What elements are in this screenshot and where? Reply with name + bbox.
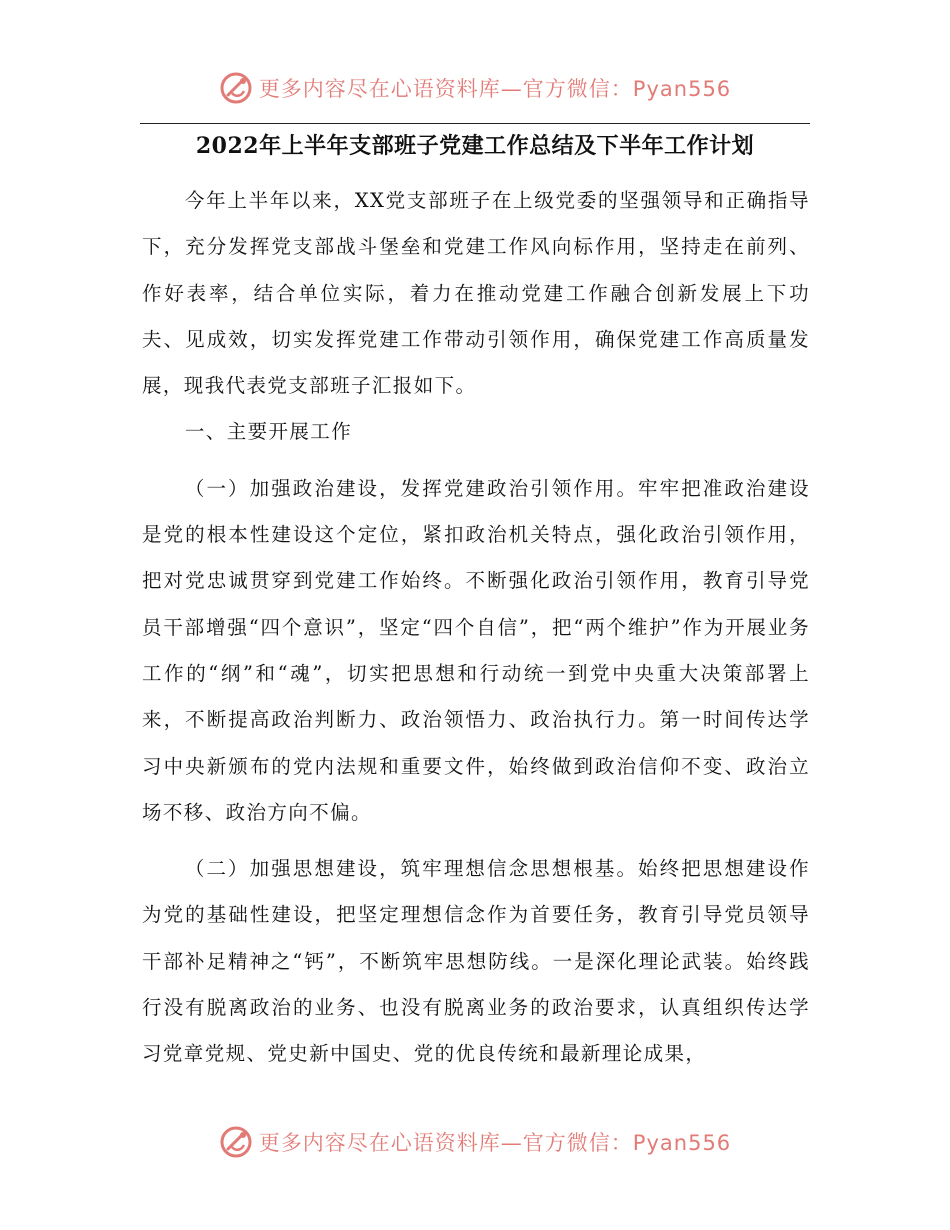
header-banner bbox=[0, 68, 950, 108]
section-heading: 一、主要开展工作 bbox=[184, 420, 353, 444]
logo-icon bbox=[219, 1125, 253, 1159]
title-rule bbox=[140, 123, 810, 124]
paragraph-political: （一）加强政治建设，发挥党建政治引领作用。牢牢把准政治建设是党的根本性建设这个定位，紧扣政治机关特点，强化政治引领作用，把对党忠诚贯穿到党建工作始终。不断强化政治引领作用，教育引导党员干部增强“四个意识”，坚定“四个自信”，把“两个维护”作为开展业务工作的“纲”和“魂”，切实把思想和行动统一到党中央重大决策部署上来，不断提高政治判断力、政治领悟力、政治执行力。第一时间传达学习中央新颁布的党内法规和重要文件，始终做到政治信仰不变、政治立场不移、政治方向不偏。 bbox=[142, 476, 810, 824]
paragraph-ideological: （二）加强思想建设，筑牢理想信念思想根基。始终把思想建设作为党的基础性建设，把坚定理想信念作为首要任务，教育引导党员领导干部补足精神之“钙”，不断筑牢思想防线。一是深化理论武装。始终践行没有脱离政治的业务、也没有脱离业务的政治要求，认真组织传达学习党章党规、党史新中国史、党的优良传统和最新理论成果， bbox=[142, 857, 810, 1066]
header-banner-text: 更多内容尽在心语资料库—官方微信：Pyan556 bbox=[258, 77, 732, 101]
document-body bbox=[142, 178, 810, 1078]
footer-banner-text: 更多内容尽在心语资料库—官方微信：Pyan556 bbox=[258, 1131, 732, 1155]
footer-banner bbox=[0, 1122, 950, 1162]
logo-icon bbox=[219, 71, 253, 105]
document-title: 2022年上半年支部班子党建工作总结及下半年工作计划 bbox=[195, 133, 755, 159]
paragraph-intro: 今年上半年以来，XX党支部班子在上级党委的坚强领导和正确指导下，充分发挥党支部战斗堡垒和党建工作风向标作用，坚持走在前列、作好表率，结合单位实际，着力在推动党建工作融合创新发展上下功夫、见成效，切实发挥党建工作带动引领作用，确保党建工作高质量发展，现我代表党支部班子汇报如下。 bbox=[142, 189, 810, 398]
